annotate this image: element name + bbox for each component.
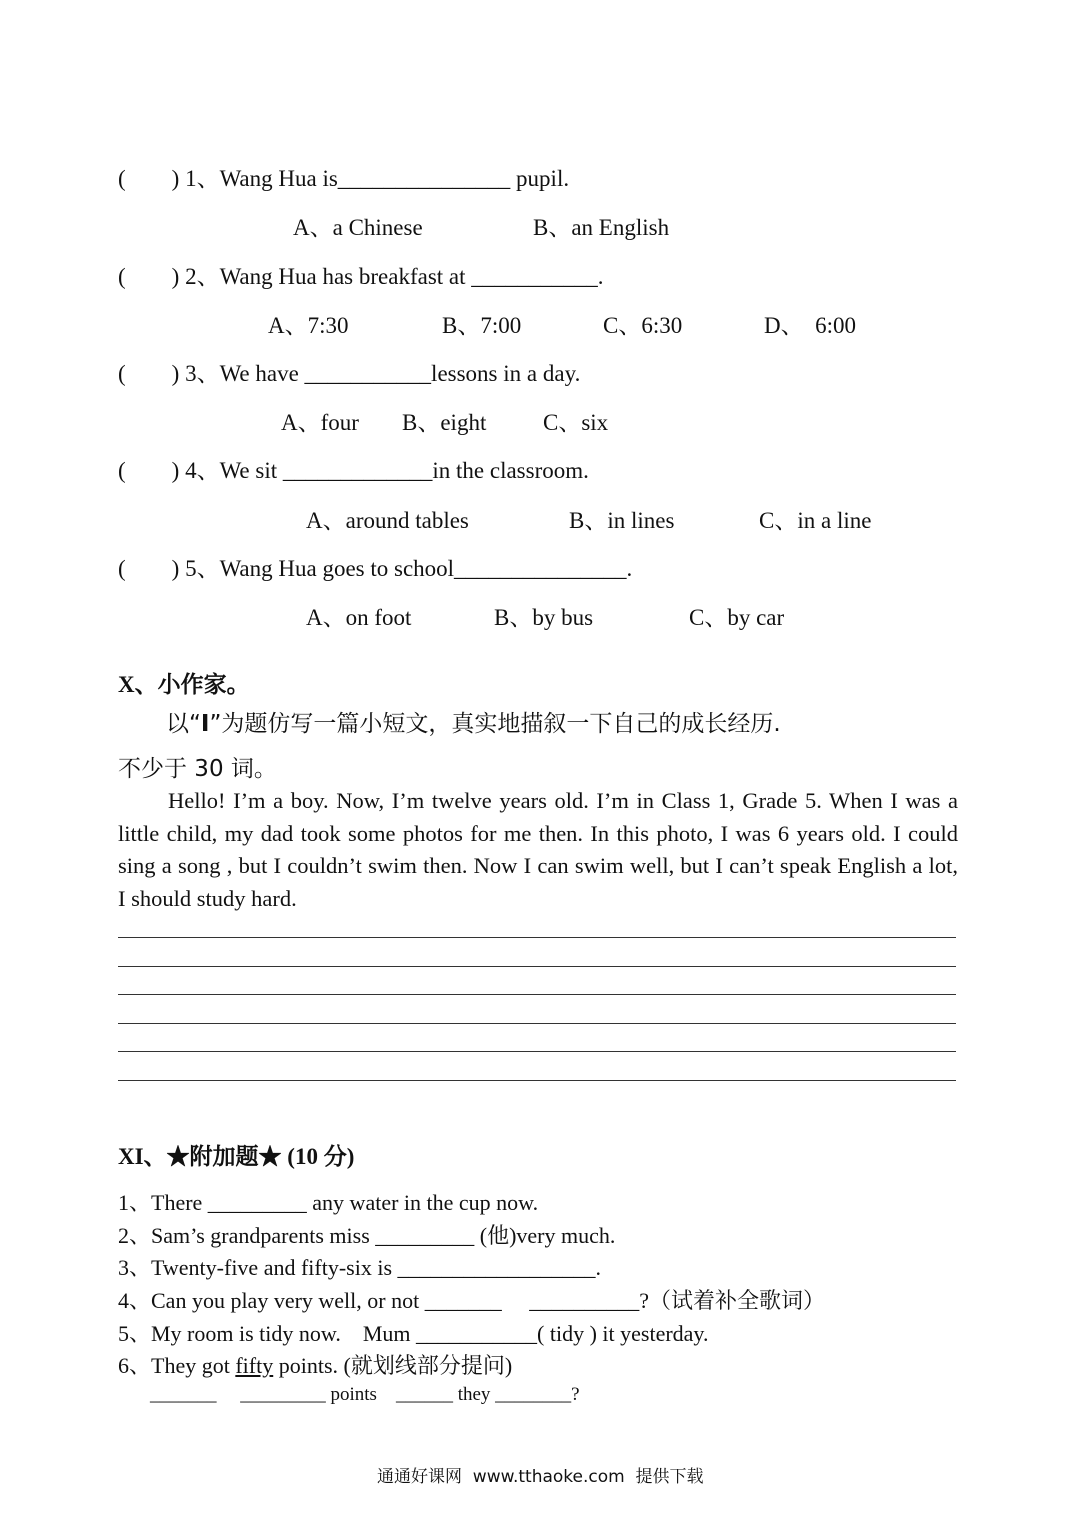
question-1: ( ) 1、Wang Hua is_______________ pupil. [118,166,570,191]
extra-item-6 [118,1349,512,1380]
question-2: ( ) 2、Wang Hua has breakfast at ___________. [118,264,604,289]
instruction-part-b: ”为题仿写一篇小短文，真实地描叙一下自己的成长经历. [209,711,781,737]
q1-option-b: B、an English [533,215,670,240]
extra-item-4: 4、Can you play very well, or not _______ __________?（试着补全歌词） [118,1288,825,1313]
sample-paragraph: Hello! I’m a boy. Now, I’m twelve years old. I’m in Class 1, Grade 5. When I was a little child, my dad took some photos for me then. In this photo, I was 6 years old. I could sing a song , but I couldn’t swim then. Now I can swim well, but I can’t speak English a lot, I should study hard. [118,788,958,911]
q3-option-b: B、eight [402,410,487,435]
q1-option-a: A、a Chinese [293,215,423,240]
q4-option-b: B、in lines [569,508,675,533]
writing-line [118,1023,956,1024]
q2-option-c: C、6:30 [603,313,683,338]
writing-line [118,994,956,995]
writing-line [118,966,956,967]
q3-option-c: C、six [543,410,609,435]
item6-answer-blanks: _______ _________ points ______ they ________? [150,1384,580,1405]
item6-underlined-word: fifty [235,1353,274,1378]
extra-item-2: 2、Sam’s grandparents miss _________ (他)very much. [118,1223,616,1248]
q5-option-b: B、by bus [494,605,594,630]
instruction-title-i: I [200,711,210,737]
question-4: ( ) 4、We sit _____________in the classroom. [118,458,589,483]
item6-before: 6、They got [118,1353,236,1378]
q5-option-a: A、on foot [306,605,412,630]
section-x-word-count: 不少于 30 词。 [118,756,277,782]
item6-after: points. (就划线部分提问) [273,1353,513,1378]
instruction-part-a: 以“ [166,711,201,737]
extra-item-3: 3、Twenty-five and fifty-six is __________________. [118,1255,602,1280]
extra-item-1: 1、There _________ any water in the cup now. [118,1190,539,1215]
footer-credit: 通通好课网 www.tthaoke.com 提供下载 [377,1467,704,1487]
writing-line [118,1051,956,1052]
q2-option-d: D、 6:00 [764,313,856,338]
section-x-heading: X、小作家。 [118,672,250,697]
writing-line [118,1080,956,1081]
q3-option-a: A、four [281,410,359,435]
extra-item-5: 5、My room is tidy now. Mum ___________( tidy ) it yesterday. [118,1321,709,1346]
q2-option-b: B、7:00 [442,313,522,338]
section-x-instruction [166,705,781,738]
q4-option-a: A、around tables [306,508,469,533]
q2-option-a: A、7:30 [268,313,349,338]
question-3: ( ) 3、We have ___________lessons in a day. [118,361,581,386]
question-5: ( ) 5、Wang Hua goes to school_______________. [118,556,633,581]
q4-option-c: C、in a line [759,508,872,533]
writing-line [118,937,956,938]
section-xi-heading: XI、★附加题★ (10 分) [118,1144,355,1169]
q5-option-c: C、by car [689,605,785,630]
